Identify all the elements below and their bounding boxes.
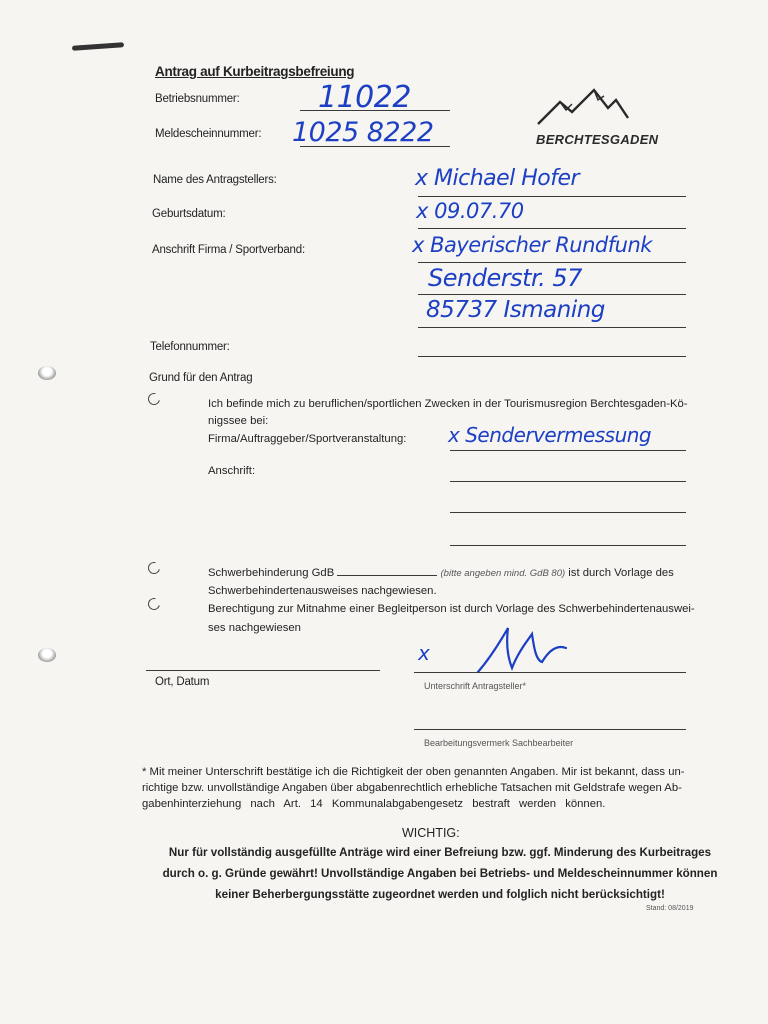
reason-3-text-1: Berechtigung zur Mitnahme einer Begleitperson ist durch Vorlage des Schwerbehindertenauswei- — [208, 603, 695, 615]
form-title: Antrag auf Kurbeitragsbefreiung — [155, 64, 355, 79]
signature-scribble — [468, 622, 578, 678]
important-line-1: Nur für vollständig ausgefüllte Anträge wird einer Befreiung bzw. ggf. Minderung des Kurbeitrages — [168, 846, 712, 859]
footnote-line-1: * Mit meiner Unterschrift bestätige ich die Richtigkeit der oben genannten Angaben. Mir ist bekannt, dass un- — [142, 766, 685, 778]
reason-anschrift-line-2 — [450, 512, 686, 513]
important-line-3: keiner Beherbergungsstätte zugeordnet werden und folglich nicht berücksichtigt! — [215, 888, 665, 901]
logo-text: BERCHTESGADEN — [536, 132, 659, 147]
name-value: x Michael Hofer — [415, 166, 580, 191]
anschrift-line-3 — [418, 327, 686, 328]
gdb-blank[interactable] — [337, 564, 437, 576]
ort-datum-label: Ort, Datum — [155, 676, 210, 688]
footnote-line-2: richtige bzw. unvollständige Angaben über abgabenrechtlich erhebliche Tatsachen mit Geldstrafe wegen Ab- — [142, 782, 682, 794]
signature-x: x — [418, 641, 430, 665]
reason-2-part-1: Schwerbehinderung GdB — [208, 567, 335, 579]
reason-3-radio[interactable] — [146, 596, 162, 612]
meldeschein-value: 1025 8222 — [292, 117, 434, 148]
important-heading: WICHTIG: — [402, 826, 460, 840]
reason-1-text-2: nigssee bei: — [208, 415, 269, 427]
anschrift-line-1 — [418, 262, 686, 263]
firma-line — [450, 450, 686, 451]
unterschrift-label: Unterschrift Antragsteller* — [424, 681, 527, 691]
anschrift-value-1: x Bayerischer Rundfunk — [412, 233, 652, 257]
geburt-line — [418, 228, 686, 229]
footnote — [142, 764, 728, 812]
anschrift-value-3: 85737 Ismaning — [426, 297, 605, 323]
meldeschein-label: Meldescheinnummer: — [155, 128, 262, 140]
important-text — [140, 842, 740, 905]
betriebsnummer-label: Betriebsnummer: — [155, 93, 240, 105]
anschrift-value-2: Senderstr. 57 — [428, 264, 582, 292]
firma-label: Firma/Auftraggeber/Sportveranstaltung: — [208, 433, 407, 445]
reason-anschrift-label: Anschrift: — [208, 465, 256, 477]
reason-anschrift-line-1 — [450, 481, 686, 482]
unterschrift-line — [414, 672, 686, 673]
telefon-label: Telefonnummer: — [150, 341, 230, 353]
vermerk-line — [414, 729, 686, 730]
reason-2-part-2: ist durch Vorlage des — [568, 567, 674, 579]
signature-text — [504, 638, 548, 659]
telefon-line — [418, 356, 686, 357]
reason-1-text-1: Ich befinde mich zu beruflichen/sportlichen Zwecken in der Tourismusregion Berchtesgaden-Kö- — [208, 398, 688, 410]
vermerk-label: Bearbeitungsvermerk Sachbearbeiter — [424, 738, 574, 748]
reason-1-radio[interactable] — [146, 391, 162, 407]
marker-stroke — [72, 42, 124, 51]
reason-2-text-1 — [208, 564, 674, 583]
geburt-label: Geburtsdatum: — [152, 208, 226, 220]
betriebsnummer-value: 11022 — [318, 80, 411, 115]
anschrift-line-2 — [418, 294, 686, 295]
gdb-hint: (bitte angeben mind. GdB 80) — [440, 568, 566, 579]
ort-datum-line — [146, 670, 380, 671]
reason-2-text-2: Schwerbehindertenausweises nachgewiesen. — [208, 585, 437, 597]
berchtesgaden-logo — [532, 82, 696, 154]
stand-note: Stand: 08/2019 — [646, 905, 694, 912]
anschrift-label: Anschrift Firma / Sportverband: — [152, 244, 305, 256]
geburt-value: x 09.07.70 — [416, 199, 524, 223]
reason-3-text-2: ses nachgewiesen — [208, 622, 301, 634]
footnote-line-3: gabenhinterziehung nach Art. 14 Kommunalabgabengesetz bestraft werden können. — [142, 798, 606, 810]
punch-hole-bottom — [38, 648, 56, 662]
firma-value: x Sendervermessung — [448, 423, 652, 447]
important-line-2: durch o. g. Gründe gewährt! Unvollständige Angaben bei Betriebs- und Meldescheinnummer können — [162, 867, 718, 880]
grund-label: Grund für den Antrag — [149, 372, 253, 384]
name-label: Name des Antragstellers: — [153, 174, 277, 186]
punch-hole-top — [38, 366, 56, 380]
name-line — [418, 196, 686, 197]
reason-2-radio[interactable] — [146, 560, 162, 576]
reason-anschrift-line-3 — [450, 545, 686, 546]
